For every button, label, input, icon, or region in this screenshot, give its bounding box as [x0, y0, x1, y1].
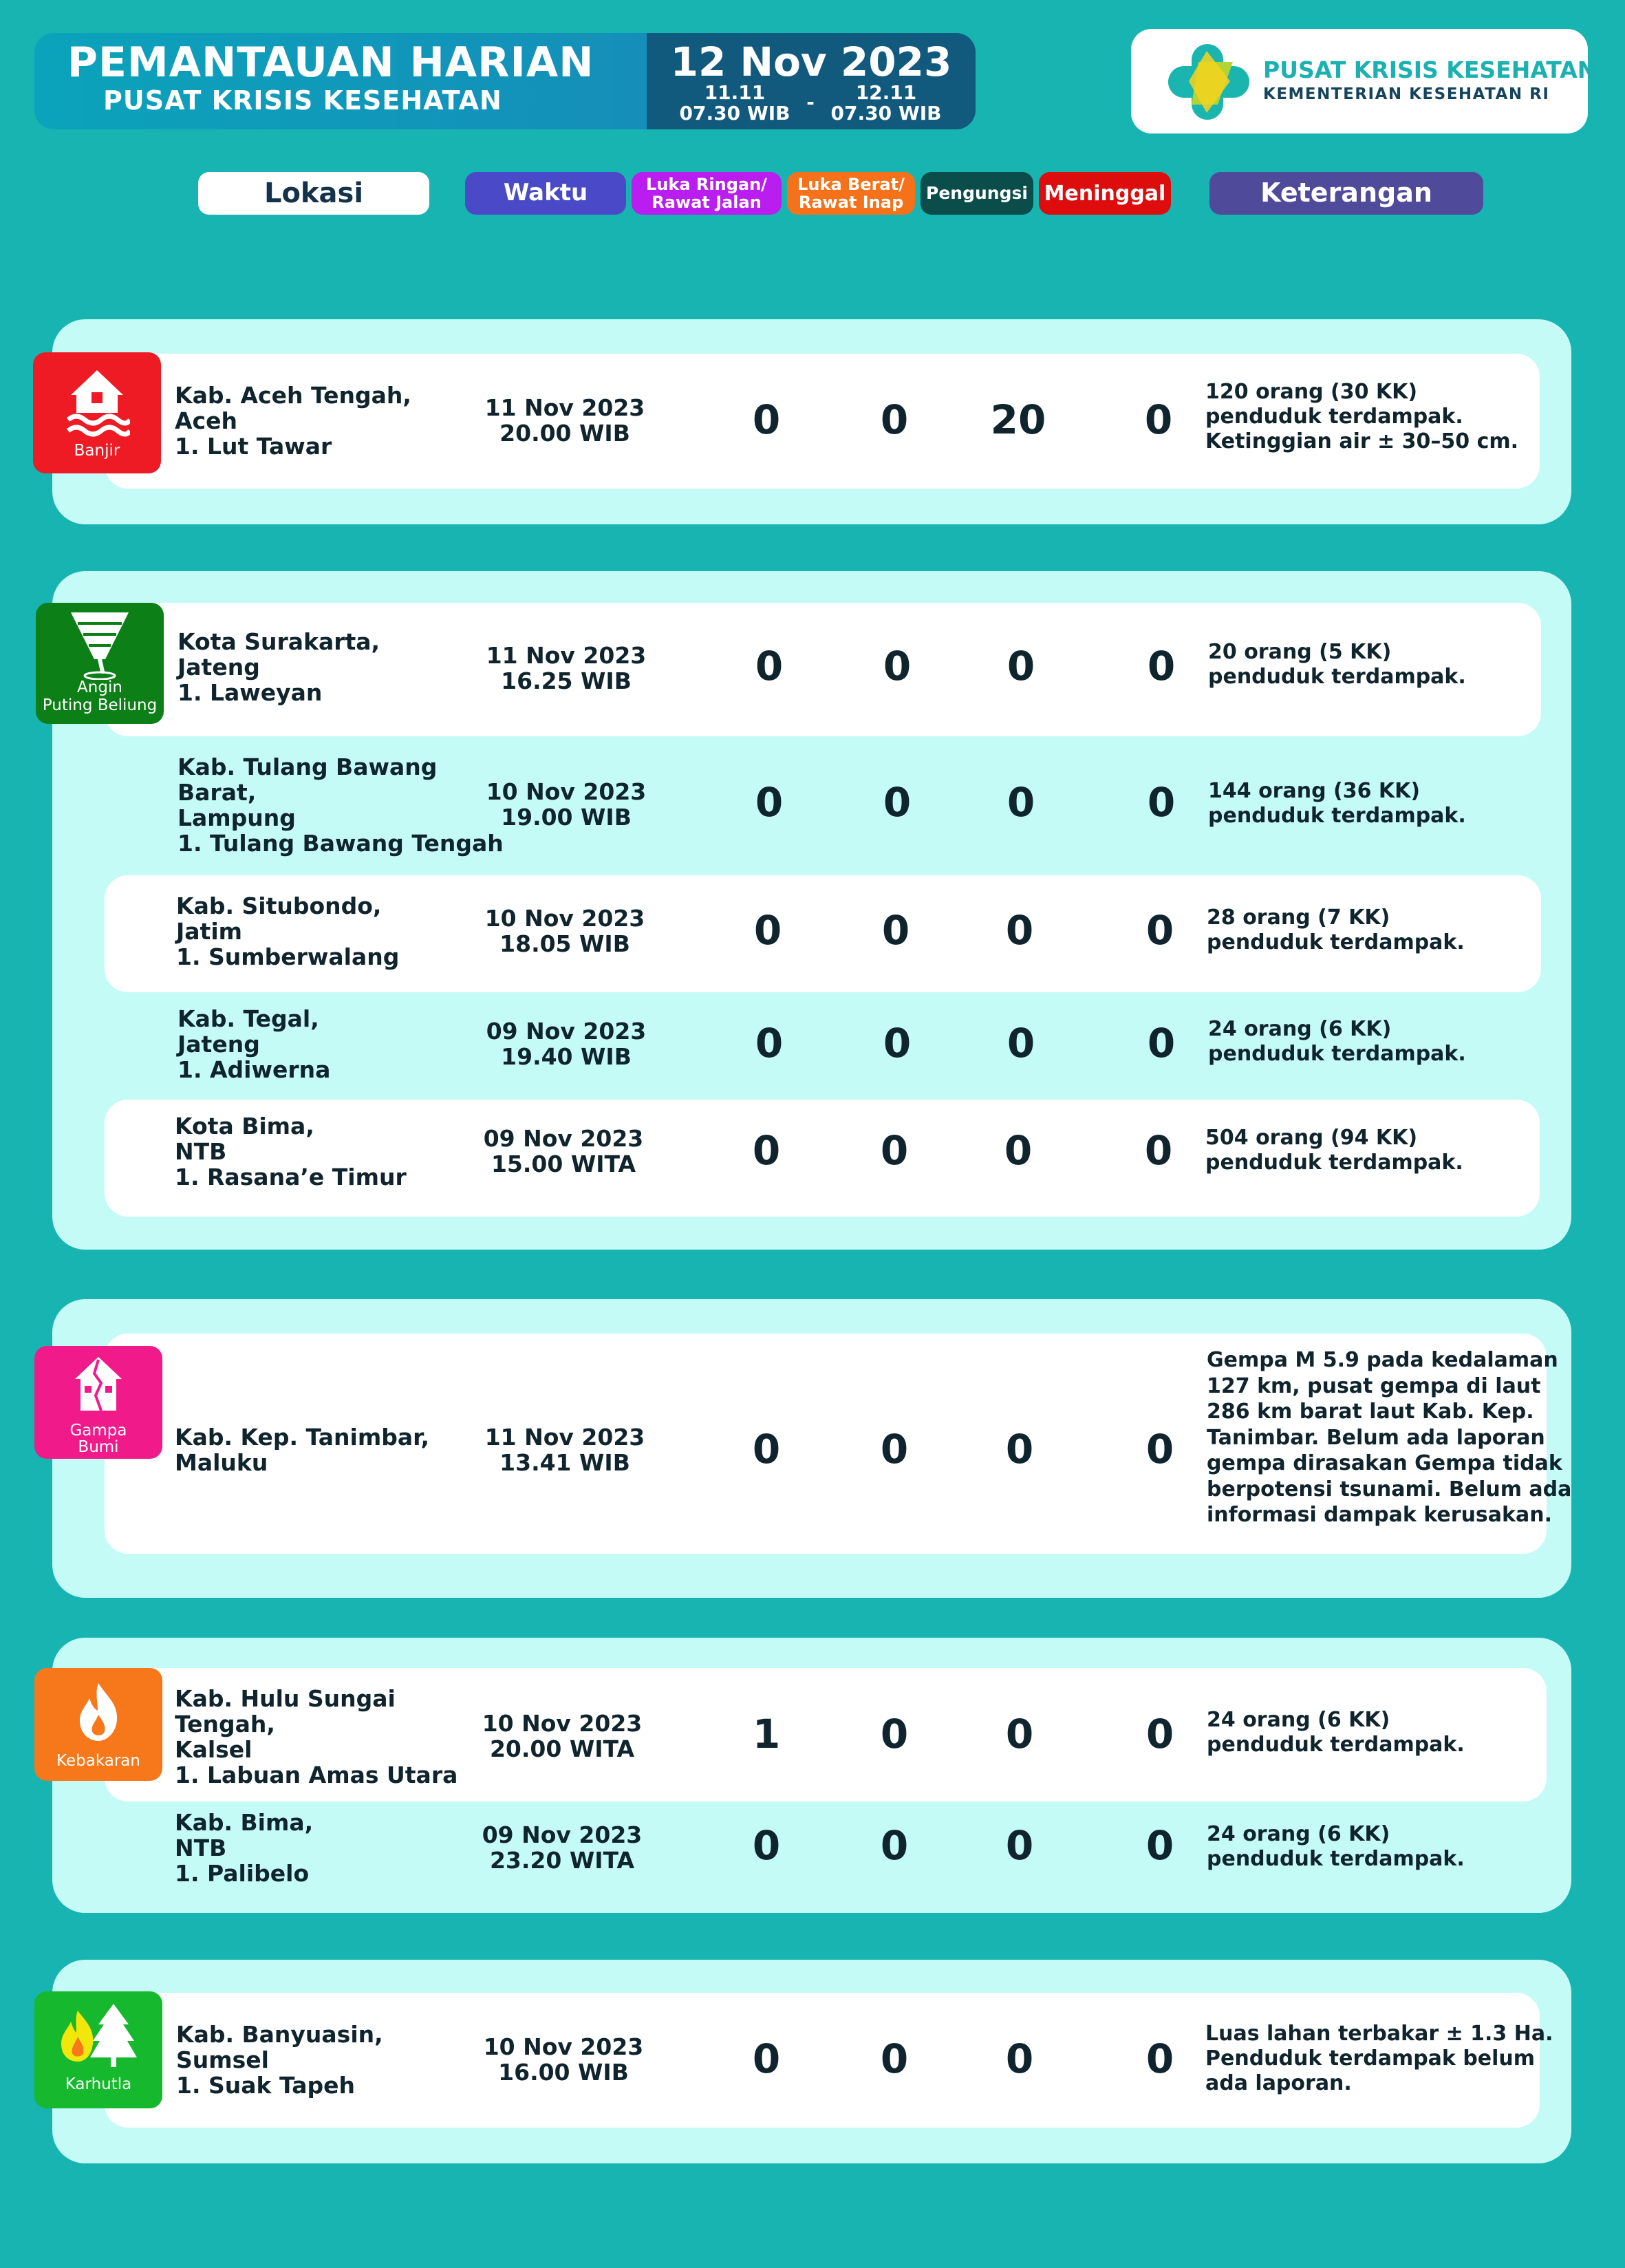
category-badge-gempa-bumi: Gampa Bumi — [34, 1346, 162, 1459]
location: Kab. Aceh Tengah, Aceh 1. Lut Tawar — [175, 382, 411, 460]
luka-ringan-count: 0 — [752, 1822, 781, 1869]
location: Kab. Situbondo, Jatim 1. Sumberwalang — [176, 892, 400, 970]
logo-subtitle: KEMENTERIAN KESEHATAN RI — [1263, 85, 1550, 103]
table-row — [105, 1803, 1547, 1906]
pengungsi-count: 0 — [1007, 1020, 1035, 1067]
event-time: 10 Nov 2023 18.05 WIB — [484, 905, 645, 957]
luka-berat-count: 0 — [883, 1020, 912, 1067]
pengungsi-count: 0 — [1005, 1426, 1034, 1473]
ministry-logo — [1131, 29, 1597, 133]
event-time: 10 Nov 2023 20.00 WITA — [482, 1710, 643, 1762]
pengungsi-count: 20 — [990, 396, 1046, 443]
page-subtitle: PUSAT KRISIS KESEHATAN — [103, 85, 502, 116]
luka-ringan-count: 0 — [752, 2035, 781, 2082]
description: 24 orang (6 KK) penduduk terdampak. — [1207, 1822, 1465, 1871]
location: Kab. Hulu Sungai Tengah, Kalsel 1. Labuan Amas Utara — [175, 1685, 458, 1788]
column-header-pengungsi: Pengungsi — [921, 172, 1033, 215]
location: Kab. Kep. Tanimbar, Maluku — [175, 1424, 430, 1476]
event-time: 09 Nov 2023 23.20 WITA — [482, 1821, 643, 1874]
table-row — [105, 1334, 1572, 1554]
report-title-banner — [34, 33, 976, 129]
earthquake-house-icon — [71, 1353, 126, 1415]
luka-ringan-count: 1 — [752, 1711, 781, 1757]
table-row — [105, 1668, 1547, 1801]
location: Kab. Banyuasin, Sumsel 1. Suak Tapeh — [176, 2021, 383, 2099]
meninggal-count: 0 — [1145, 1822, 1174, 1869]
luka-ringan-count: 0 — [752, 1426, 781, 1473]
meninggal-count: 0 — [1145, 1426, 1174, 1473]
meninggal-count: 0 — [1145, 1711, 1174, 1757]
meninggal-count: 0 — [1147, 643, 1176, 689]
table-row — [105, 875, 1541, 992]
luka-berat-count: 0 — [880, 2035, 909, 2082]
event-time: 11 Nov 2023 16.25 WIB — [486, 642, 647, 694]
pengungsi-count: 0 — [1005, 907, 1034, 954]
luka-ringan-count: 0 — [752, 396, 781, 443]
luka-berat-count: 0 — [880, 1822, 909, 1869]
table-row — [105, 603, 1541, 736]
description: 24 orang (6 KK) penduduk terdampak. — [1207, 1708, 1465, 1757]
description: Gempa M 5.9 pada kedalaman 127 km, pusat gempa di laut 286 km barat laut Kab. Kep. Tanimbar. Belum ada laporan gempa dirasakan Gempa tidak berpotensi tsunami. Belum ada informasi dampak kerusakan. — [1207, 1348, 1572, 1527]
column-header-luka-berat: Luka Berat/ Rawat Inap — [787, 172, 915, 215]
tornado-icon — [65, 608, 134, 680]
luka-berat-count: 0 — [880, 396, 909, 443]
pengungsi-count: 0 — [1005, 1711, 1034, 1757]
location: Kota Bima, NTB 1. Rasana’e Timur — [175, 1113, 407, 1190]
table-row — [105, 736, 1541, 874]
luka-berat-count: 0 — [880, 1711, 909, 1757]
event-time: 11 Nov 2023 13.41 WIB — [484, 1424, 645, 1476]
event-time: 09 Nov 2023 19.40 WIB — [486, 1018, 647, 1070]
meninggal-count: 0 — [1147, 1020, 1176, 1067]
luka-berat-count: 0 — [881, 907, 910, 954]
description: 120 orang (30 KK) penduduk terdampak. Ketinggian air ± 30–50 cm. — [1205, 380, 1519, 453]
column-header-lokasi: Lokasi — [198, 172, 429, 215]
category-badge-kebakaran: Kebakaran — [34, 1668, 162, 1781]
category-badge-angin-puting-beliung: Angin Puting Beliung — [36, 603, 164, 724]
logo-title: PUSAT KRISIS KESEHATAN — [1263, 56, 1597, 83]
meninggal-count: 0 — [1147, 779, 1176, 826]
event-time: 09 Nov 2023 15.00 WITA — [483, 1125, 644, 1177]
pengungsi-count: 0 — [1005, 2035, 1034, 2082]
location: Kab. Tulang Bawang Barat, Lampung 1. Tulang Bawang Tengah — [177, 753, 504, 857]
location: Kab. Bima, NTB 1. Palibelo — [175, 1809, 314, 1887]
column-header-meninggal: Meninggal — [1039, 172, 1171, 215]
description: 144 orang (36 KK) penduduk terdampak. — [1208, 779, 1466, 828]
description: 20 orang (5 KK) penduduk terdampak. — [1208, 640, 1466, 689]
forest-fire-icon — [57, 2001, 140, 2068]
report-date-box — [647, 33, 976, 129]
table-row — [105, 1100, 1540, 1217]
pengungsi-count: 0 — [1004, 1127, 1033, 1174]
table-row — [105, 1993, 1553, 2128]
column-header-keterangan: Keterangan — [1209, 172, 1483, 215]
pengungsi-count: 0 — [1005, 1822, 1034, 1869]
report-date: 12 Nov 2023 — [670, 39, 952, 85]
flood-house-icon — [64, 362, 130, 438]
page-title: PEMANTAUAN HARIAN — [67, 39, 594, 87]
meninggal-count: 0 — [1145, 907, 1174, 954]
luka-ringan-count: 0 — [752, 1127, 781, 1174]
luka-ringan-count: 0 — [753, 907, 782, 954]
column-header-luka-ringan: Luka Ringan/ Rawat Jalan — [632, 172, 782, 215]
pengungsi-count: 0 — [1007, 779, 1035, 826]
location: Kab. Tegal, Jateng 1. Adiwerna — [177, 1005, 331, 1083]
health-crisis-logo-icon — [1164, 41, 1252, 122]
luka-ringan-count: 0 — [755, 1020, 784, 1067]
meninggal-count: 0 — [1144, 396, 1173, 443]
location: Kota Surakarta, Jateng 1. Laweyan — [177, 628, 380, 706]
luka-berat-count: 0 — [883, 643, 912, 689]
event-time: 11 Nov 2023 20.00 WIB — [484, 394, 645, 447]
meninggal-count: 0 — [1144, 1127, 1173, 1174]
luka-ringan-count: 0 — [755, 643, 784, 689]
pengungsi-count: 0 — [1007, 643, 1035, 689]
description: Luas lahan terbakar ± 1.3 Ha. Penduduk terdampak belum ada laporan. — [1205, 2022, 1553, 2095]
period-end: 12.11 07.30 WIB — [830, 81, 942, 125]
luka-berat-count: 0 — [880, 1426, 909, 1473]
column-header-waktu: Waktu — [465, 172, 626, 215]
luka-ringan-count: 0 — [755, 779, 784, 826]
fire-icon — [74, 1680, 122, 1742]
period-start: 11.11 07.30 WIB — [679, 81, 790, 125]
period-separator: - — [806, 91, 815, 114]
luka-berat-count: 0 — [880, 1127, 909, 1174]
luka-berat-count: 0 — [883, 779, 912, 826]
event-time: 10 Nov 2023 16.00 WIB — [483, 2033, 644, 2086]
category-badge-karhutla: Karhutla — [34, 1991, 162, 2108]
description: 504 orang (94 KK) penduduk terdampak. — [1205, 1126, 1463, 1175]
table-row — [105, 994, 1541, 1098]
event-time: 10 Nov 2023 19.00 WIB — [486, 778, 647, 831]
category-badge-banjir: Banjir — [33, 352, 161, 473]
table-row — [105, 354, 1540, 489]
description: 24 orang (6 KK) penduduk terdampak. — [1208, 1017, 1466, 1066]
description: 28 orang (7 KK) penduduk terdampak. — [1207, 906, 1465, 954]
meninggal-count: 0 — [1145, 2035, 1174, 2082]
